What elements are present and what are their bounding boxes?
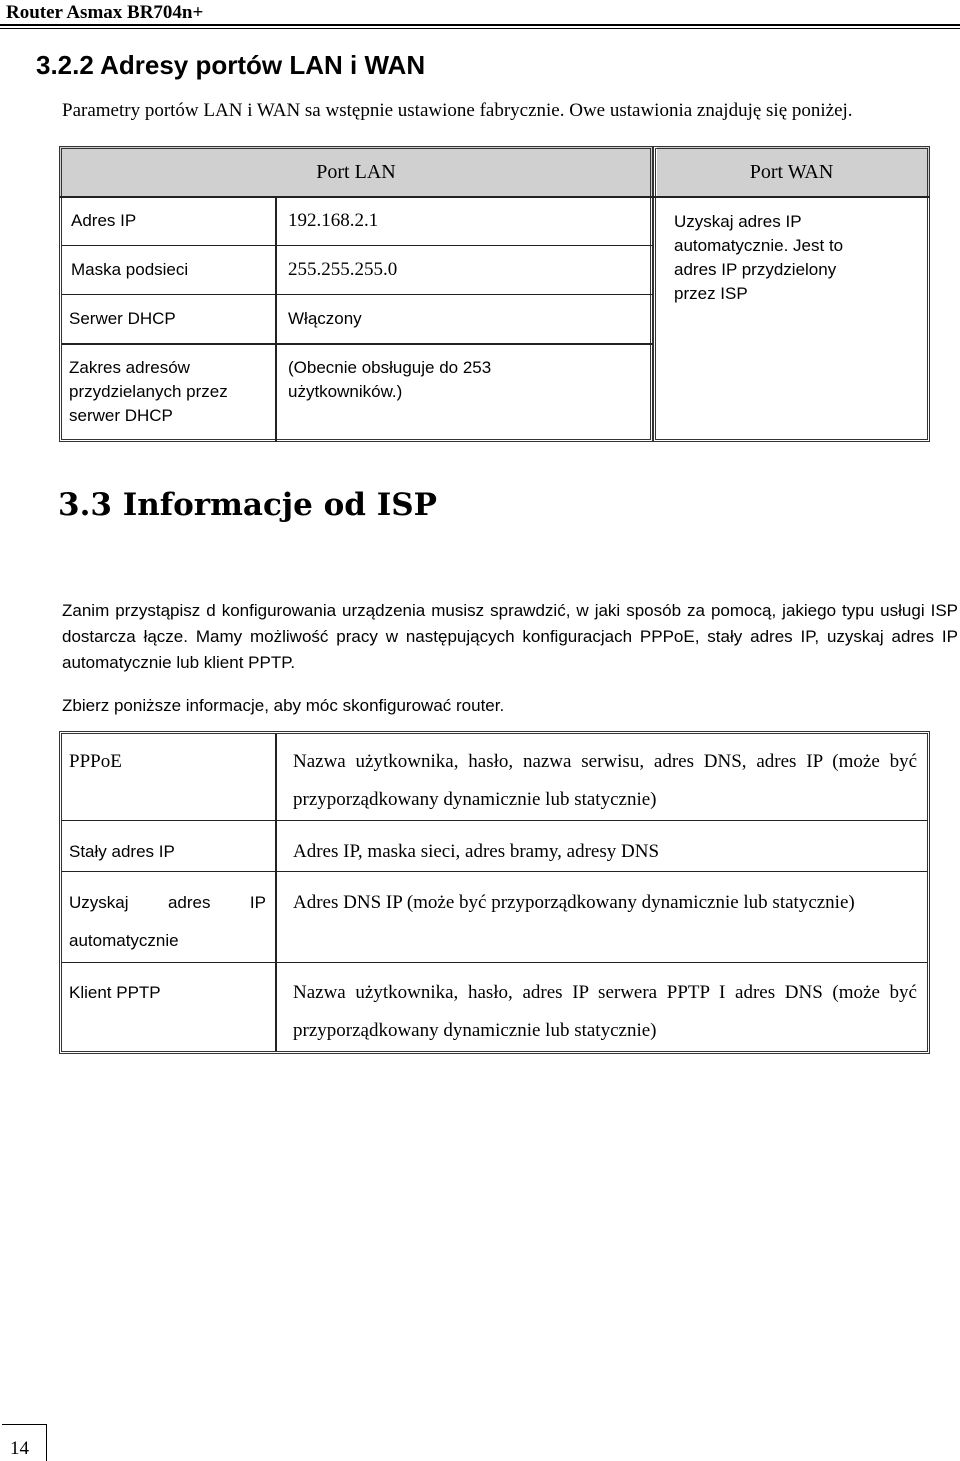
row-divider: [62, 871, 927, 872]
row-divider: [62, 820, 927, 821]
row-label-range: [69, 356, 228, 428]
row-value-mask: 255.255.255.0: [288, 259, 398, 280]
isp-paragraph: Zanim przystąpisz d konfigurowania urządzenia musisz sprawdzić, w jaki sposób za pomocą, jakiego typu usługi ISP dostarcza łącze. Mamy możliwość pracy w następujących konfiguracjach PPPoE, stały adres IP, uzyskaj adres IP automatycznie lub klient PPTP.: [62, 601, 958, 672]
label-line: przydzielanych przez: [69, 382, 228, 401]
row-value-ip: 192.168.2.1: [288, 210, 379, 231]
wan-line: przez ISP: [674, 284, 748, 303]
type-word: adres: [167, 893, 211, 912]
type-pppoe: PPPoE: [69, 751, 122, 772]
type-word: Uzyskaj: [69, 893, 129, 912]
row-divider: [62, 343, 653, 345]
value-line: (Obecnie obsługuje do 253: [288, 358, 492, 377]
collect-info-paragraph: Zbierz poniższe informacje, aby móc skonfigurować router.: [62, 696, 505, 715]
type-auto-ip-line1: [69, 891, 266, 915]
page-number: 14: [10, 1438, 29, 1459]
label-line: Zakres adresów: [69, 358, 190, 377]
row-divider: [62, 962, 927, 963]
type-auto-ip-line2: automatycznie: [69, 931, 179, 950]
info-static-ip: Adres IP, maska sieci, adres bramy, adresy DNS: [293, 841, 660, 862]
wan-line: automatycznie. Jest to: [674, 236, 844, 255]
running-header: Router Asmax BR704n+: [6, 2, 204, 23]
header-divider: [59, 196, 930, 198]
port-lan-header: Port LAN: [316, 161, 396, 183]
ports-table: [59, 146, 930, 442]
label-column-divider: [275, 198, 277, 442]
section-heading-3-2-2: 3.2.2 Adresy portów LAN i WAN: [36, 50, 426, 80]
section-heading-3-3: 3.3 Informacje od ISP: [58, 487, 437, 523]
wan-line: Uzyskaj adres IP: [674, 212, 802, 231]
type-column-divider: [275, 734, 277, 1051]
type-word: IP: [249, 893, 266, 912]
info-pppoe: Nazwa użytkownika, hasło, nazwa serwisu, adres DNS, adres IP (może być przyporządkowany dynamicznie lub statycznie): [293, 751, 917, 810]
wan-line: adres IP przydzielony: [674, 260, 837, 279]
port-wan-header: Port WAN: [749, 161, 834, 183]
wan-description: [674, 210, 843, 306]
row-label-dhcp: Serwer DHCP: [69, 309, 176, 328]
info-pptp: Nazwa użytkownika, hasło, adres IP serwera PPTP I adres DNS (może być przyporządkowany dynamicznie lub statycznie): [293, 982, 917, 1041]
intro-paragraph: Parametry portów LAN i WAN sa wstępnie ustawione fabrycznie. Owe ustawionia znajduję się poniżej.: [62, 100, 853, 121]
type-pptp: Klient PPTP: [69, 983, 161, 1002]
row-divider: [62, 245, 653, 246]
header-rule: [0, 24, 960, 29]
label-line: serwer DHCP: [69, 406, 173, 425]
row-divider: [62, 294, 653, 295]
row-label-mask: Maska podsieci: [71, 260, 189, 279]
row-label-ip: Adres IP: [71, 211, 137, 230]
row-value-range: [288, 356, 491, 404]
isp-table: [59, 731, 930, 1054]
type-static-ip: Stały adres IP: [69, 842, 175, 861]
value-line: użytkowników.): [288, 382, 403, 401]
row-value-dhcp: Włączony: [288, 309, 362, 328]
info-auto-ip: Adres DNS IP (może być przyporządkowany dynamicznie lub statycznie): [293, 892, 855, 913]
